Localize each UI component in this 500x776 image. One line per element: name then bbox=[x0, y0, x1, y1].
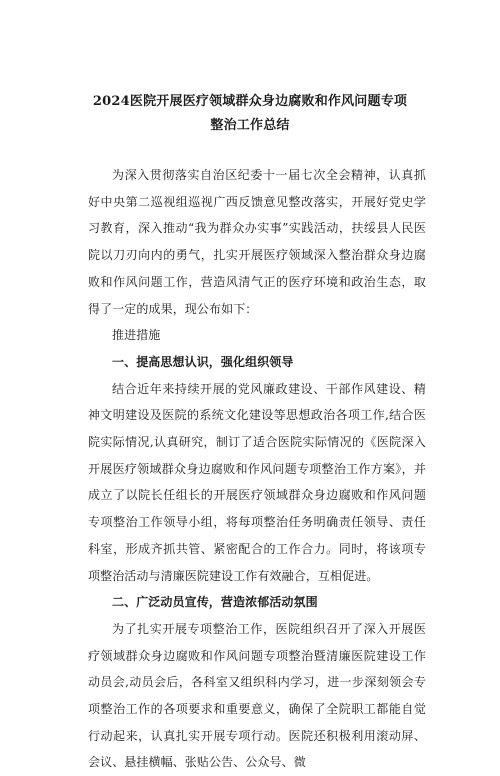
section-label-measures: 推进措施 bbox=[112, 328, 161, 343]
section-2-paragraph: 为了扎实开展专项整治工作，医院组织召开了深入开展医疗领域群众身边腐败和作风问题专项整治暨清廉医院建设工作动员会,动员会后，各科室又组织科内学习，进一步深刻领会专项整治工作的各项要求和重要意义，确保了全院职工都能自觉行动起来，认真扎实开展专项行动。医院还积极利用滚动屏、会议、悬挂横幅、张贴公告、公众号、微 bbox=[88, 621, 426, 770]
document-title-line-2: 整治工作总结 bbox=[210, 118, 290, 133]
document-title-line-1: 2024医院开展医疗领域群众身边腐败和作风问题专项 bbox=[92, 94, 408, 109]
intro-paragraph: 为深入贯彻落实自治区纪委十一届七次全会精神，认真抓好中央第二巡视组巡视广西反馈意见整改落实，开展好党史学习教育，深入推动“我为群众办实事”实践活动，扶绥县人民医院以刀刃向内的勇气，扎实开展医疗领域深入整治群众身边腐败和作风问题工作，营造风清气正的医疗环境和政治生态，取得了一定的成果，现公布如下： bbox=[88, 168, 426, 316]
section-1-paragraph: 结合近年来持续开展的党风廉政建设、干部作风建设、精神文明建设及医院的系统文化建设等思想政治各项工作,结合医院实际情况,认真研究，制订了适合医院实际情况的《医院深入开展医疗领域群众身边腐败和作风问题专项整治工作方案》，并成立了以院长任组长的开展医疗领域群众身边腐败和作风问题专项整治工作领导小组，将每项整治任务明确责任领导、责任科室，形成齐抓共管、紧密配合的工作合力。同时，将该项专项整治活动与清廉医院建设工作有效融合，互相促进。 bbox=[88, 381, 426, 583]
section-heading-1: 一、提高思想认识，强化组织领导 bbox=[112, 354, 294, 369]
section-heading-2: 二、广泛动员宣传，营造浓郁活动氛围 bbox=[112, 595, 318, 610]
document-body bbox=[88, 162, 426, 776]
